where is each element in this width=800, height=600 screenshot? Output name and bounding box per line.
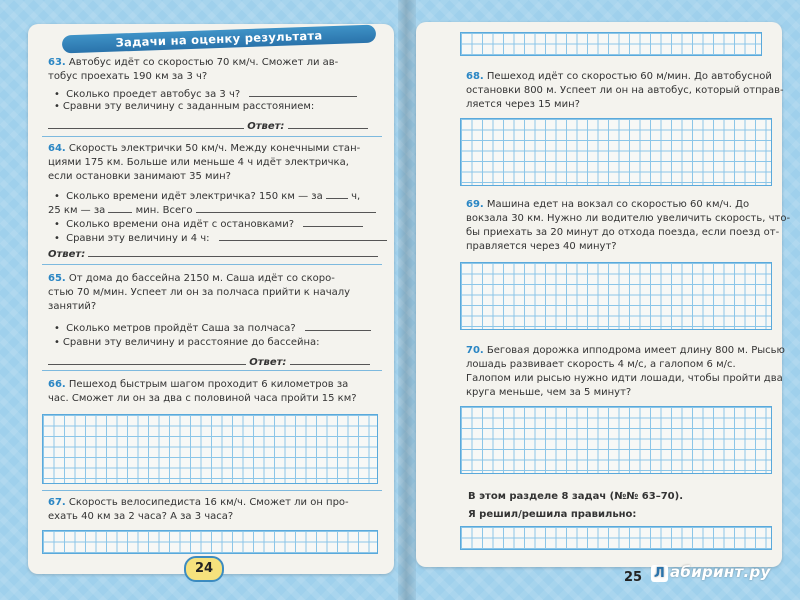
- task-67-line-2: ехать 40 км за 2 часа? А за 3 часа?: [48, 511, 234, 522]
- task-65-bullet-2: • Сравни эту величину и расстояние до бассейна:: [54, 336, 320, 350]
- answer-line[interactable]: [303, 216, 363, 227]
- divider: [42, 490, 382, 491]
- book-spine: [398, 0, 416, 600]
- task-66-line-2: час. Сможет ли он за два с половиной часа пройти 15 км?: [48, 393, 357, 404]
- section-summary: В этом разделе 8 задач (№№ 63–70).: [468, 491, 683, 502]
- task-63-line-1: 63. Автобус идёт со скоростью 70 км/ч. Сможет ли ав-: [48, 57, 339, 68]
- task-63-bullet-1: • Сколько проедет автобус за 3 ч?: [54, 86, 357, 102]
- task-64-bullet-1: • Сколько времени идёт электричка? 150 км — за ч,: [54, 188, 360, 204]
- task-69-line-4: правляется через 40 минут?: [466, 241, 617, 252]
- labirint-watermark: Л абиринт.ру: [651, 563, 771, 582]
- answer-blank[interactable]: [326, 188, 348, 199]
- task-68-answer-grid[interactable]: [460, 118, 772, 186]
- answer-line[interactable]: [48, 118, 244, 129]
- task-67-answer-grid-continued[interactable]: [460, 32, 762, 56]
- task-69-answer-grid[interactable]: [460, 262, 772, 330]
- task-69-line-3: бы приехать за 20 минут до отхода поезда, если поезд от-: [466, 227, 780, 238]
- task-70-answer-grid[interactable]: [460, 406, 772, 474]
- task-64-answer: Ответ:: [48, 246, 378, 262]
- answer-line[interactable]: [48, 354, 246, 365]
- divider: [42, 370, 382, 371]
- labirint-logo-icon: Л: [651, 565, 668, 582]
- task-64-line-4: 25 км — за мин. Всего: [48, 202, 376, 218]
- task-70-line-4: круга меньше, чем за 5 минут?: [466, 387, 632, 398]
- task-67-line-1: 67. Скорость велосипедиста 16 км/ч. Сможет ли он про-: [48, 497, 349, 508]
- task-66-line-1: 66. Пешеход быстрым шагом проходит 6 километров за: [48, 379, 349, 390]
- self-check-label: Я решил/решила правильно:: [468, 509, 637, 520]
- answer-line[interactable]: [88, 246, 378, 257]
- task-68-line-3: ляется через 15 мин?: [466, 99, 580, 110]
- task-64-bullet-3: • Сравни эту величину и 4 ч:: [54, 230, 387, 246]
- task-70-line-2: лошадь развивает скорость 4 м/с, а галопом 6 м/с.: [466, 359, 736, 370]
- divider: [42, 136, 382, 137]
- task-64-line-3: если остановки занимают 35 мин?: [48, 171, 231, 182]
- task-65-line-3: занятий?: [48, 301, 97, 312]
- task-66-answer-grid[interactable]: [42, 414, 378, 484]
- left-page: [28, 24, 394, 574]
- page-number-left: 24: [184, 556, 224, 582]
- answer-blank[interactable]: [108, 202, 132, 213]
- task-65-bullet-1: • Сколько метров пройдёт Саша за полчаса?: [54, 320, 371, 336]
- task-64-bullet-2: • Сколько времени она идёт с остановками?: [54, 216, 363, 232]
- task-64-line-1: 64. Скорость электрички 50 км/ч. Между конечными стан-: [48, 143, 361, 154]
- answer-line[interactable]: [305, 320, 371, 331]
- task-67-answer-grid[interactable]: [42, 530, 378, 554]
- task-68-line-2: остановки 800 м. Успеет ли он на автобус, который отправ-: [466, 85, 784, 96]
- task-69-line-1: 69. Машина едет на вокзал со скоростью 60 км/ч. До: [466, 199, 750, 210]
- self-check-grid[interactable]: [460, 526, 772, 550]
- task-63-line-2: тобус проехать 190 км за 3 ч?: [48, 71, 208, 82]
- answer-line[interactable]: [290, 354, 370, 365]
- task-65-line-2: стью 70 м/мин. Успеет ли он за полчаса прийти к началу: [48, 287, 351, 298]
- answer-line[interactable]: [249, 86, 357, 97]
- task-70-line-3: Галопом или рысью нужно идти лошади, чтобы пройти два: [466, 373, 783, 384]
- task-63-answer: Ответ:: [48, 118, 368, 134]
- task-63-bullet-2: • Сравни эту величину с заданным расстоянием:: [54, 100, 314, 114]
- page-number-right: 25: [623, 570, 643, 585]
- answer-line[interactable]: [288, 118, 368, 129]
- answer-line[interactable]: [196, 202, 376, 213]
- task-68-line-1: 68. Пешеход идёт со скоростью 60 м/мин. До автобусной: [466, 71, 772, 82]
- task-65-line-1: 65. От дома до бассейна 2150 м. Саша идёт со скоро-: [48, 273, 335, 284]
- divider: [42, 264, 382, 265]
- task-64-line-2: циями 175 км. Больше или меньше 4 ч идёт электричка,: [48, 157, 349, 168]
- task-65-answer: Ответ:: [48, 354, 370, 370]
- answer-line[interactable]: [219, 230, 387, 241]
- task-69-line-2: вокзала 30 км. Нужно ли водителю увеличить скорость, что-: [466, 213, 791, 224]
- section-header: Задачи на оценку результата: [62, 25, 376, 54]
- task-70-line-1: 70. Беговая дорожка ипподрома имеет длину 800 м. Рысью: [466, 345, 785, 356]
